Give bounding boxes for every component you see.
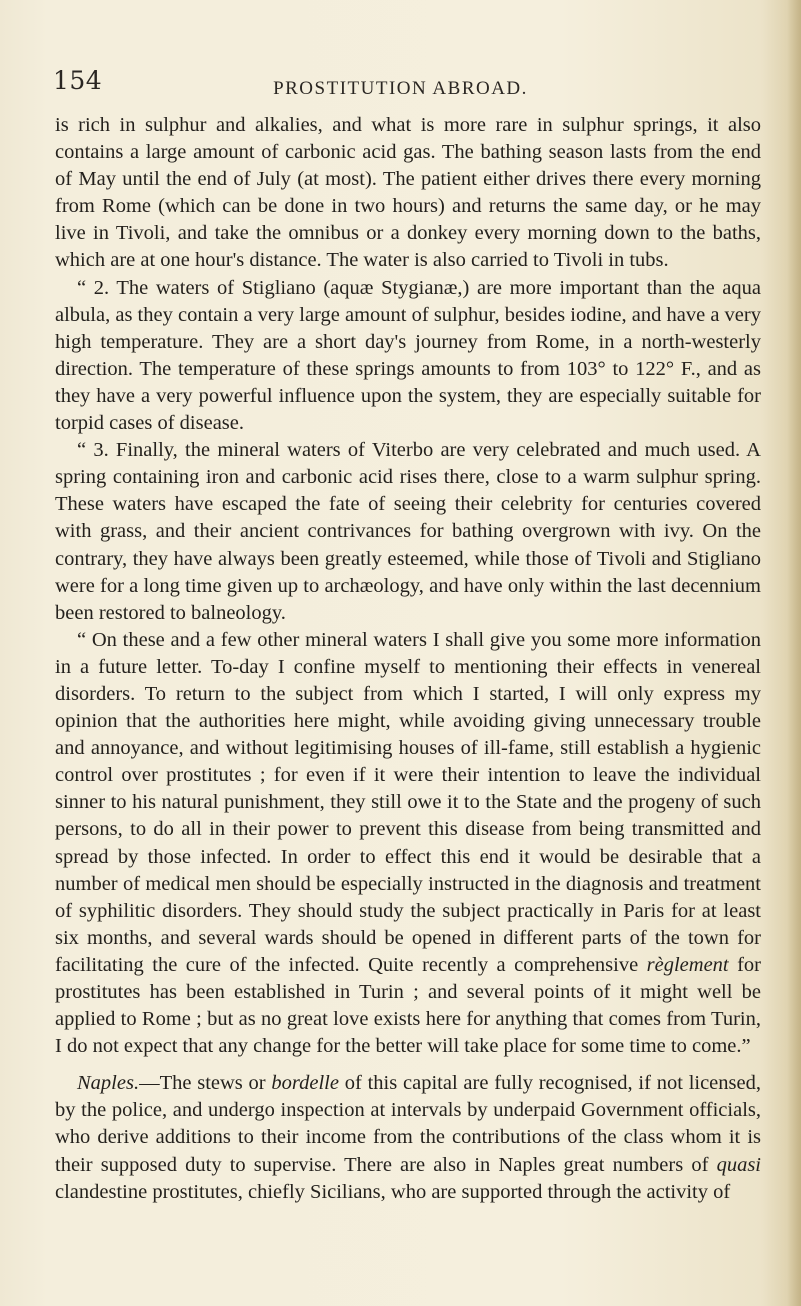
- body-text: [55, 112, 761, 1206]
- paragraph-viterbo: “ 3. Finally, the mineral waters of Viterbo are very celebrated and much used. A spring containing iron and carbonic acid rises there, close to a warm sulphur spring. These waters have escaped the fate of seeing their celebrity for centuries covered with grass, and their ancient contrivances for bathing overgrown with ivy. On the contrary, they have always been greatly esteemed, while those of Tivoli and Stigliano were for a long time given up to archæology, and have only within the last decennium been restored to balneology.: [55, 439, 761, 624]
- paragraph-stigliano: “ 2. The waters of Stigliano (aquæ Stygianæ,) are more important than the aqua albula, as they contain a very large amount of sulphur, besides iodine, and have a very high temperature. They are a short day's journey from Rome, in a north-westerly direction. The temperature of these springs amounts to from 103° to 122° F., and as they have a very powerful influence upon the system, they are especially suitable for torpid cases of disease.: [55, 276, 761, 435]
- paragraph-text: of this capital are fully recognised, if not licensed, by the police, and undergo inspection at intervals by underpaid Government officials, who derive additions to their income from the contributions of the class whom it is their supposed duty to supervise. There are also in Naples great numbers of: [55, 1072, 761, 1176]
- paragraph-naples: [55, 1070, 761, 1205]
- paragraph-text: clandestine prostitutes, chiefly Sicilians, who are supported through the activity of: [55, 1180, 731, 1203]
- paragraph-text: —The stews or: [139, 1072, 272, 1095]
- paragraph-text: “ On these and a few other mineral waters I shall give you some more information in a future letter. To-day I confine myself to mentioning their effects in venereal disorders. To return to the subject from which I started, I will only express my opinion that the authorities here might, while avoiding giving unnecessary trouble and annoyance, and without legitimising houses of ill-fame, still establish a hygienic control over prostitutes ; for even if it were their intention to leave the individual sinner to his natural punishment, they still owe it to the State and the progeny of such persons, to do all in their power to prevent this disease from being transmitted and spread by those infected. In order to effect this end it would be desirable that a number of medical men should be especially instructed in the diagnosis and treatment of syphilitic disorders. They should study the subject practically in Paris for at least six months, and several wards should be opened in different parts of the town for facilitating the cure of the infected. Quite recently a comprehensive: [55, 628, 761, 976]
- page-number: 154: [53, 66, 103, 95]
- paragraph-aqua-albula: is rich in sulphur and alkalies, and what is more rare in sulphur springs, it also contains a large amount of carbonic acid gas. The bathing season lasts from the end of May until the end of July (at most). The patient either drives there every morning from Rome (which can be done in two hours) and returns the same day, or he may live in Tivoli, and take the omnibus or a donkey every morning down to the baths, which are at one hour's distance. The water is also carried to Tivoli in tubs.: [55, 114, 761, 272]
- page-edge-shadow: [787, 0, 801, 1306]
- italic-term-reglement: règlement: [646, 953, 729, 976]
- italic-term-quasi: quasi: [716, 1153, 761, 1176]
- italic-term-bordelle: bordelle: [271, 1072, 339, 1095]
- section-heading-naples: Naples.: [77, 1072, 140, 1095]
- paragraph-text: for prostitutes has been established in Turin ; and several points of it might well be applied to Rome ; but as no great love exists here for anything that comes from Turin, I do not expect that any change for the better will take place for some time to come.”: [55, 953, 761, 1058]
- paragraph-venereal-disorders: [55, 627, 761, 1061]
- running-head: PROSTITUTION ABROAD.: [273, 78, 528, 99]
